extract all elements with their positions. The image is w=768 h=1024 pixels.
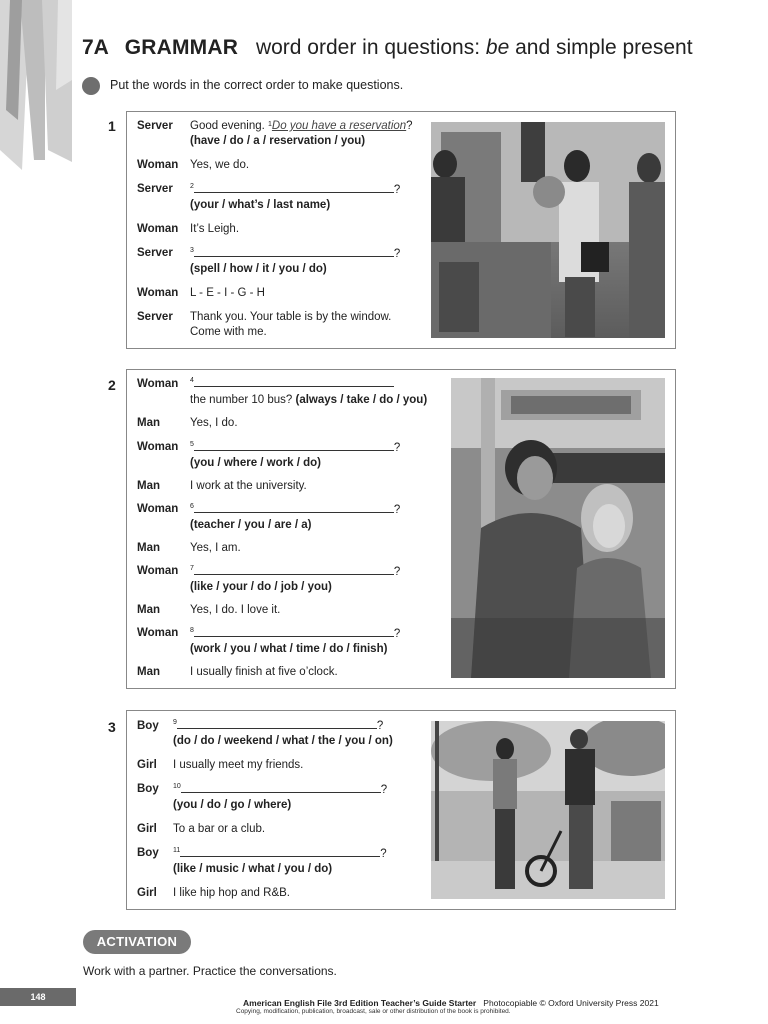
- word-prompt-text: (work / you / what / time / do / finish): [190, 643, 388, 655]
- question-number: 1: [268, 121, 272, 128]
- question-number: 7: [190, 565, 194, 572]
- speaker-label: Girl: [137, 759, 157, 771]
- word-prompt-text: (like / music / what / you / do): [173, 863, 333, 875]
- restaurant-photo: [431, 122, 665, 338]
- dialogue-text: Good evening.: [190, 120, 265, 132]
- speaker-label: Woman: [137, 565, 179, 577]
- dialogue-text: L - E - I - G - H: [190, 287, 265, 299]
- speaker-label: Woman: [137, 503, 179, 515]
- dialogue-text: I usually finish at five o’clock.: [190, 666, 338, 678]
- answer-blank[interactable]: [194, 625, 394, 637]
- word-prompt: [190, 198, 330, 213]
- answer-line: [190, 245, 400, 262]
- word-prompt: [173, 862, 332, 877]
- answer-line: [173, 717, 383, 734]
- footer-notice: Copying, modification, publication, broadcast, sale or other distribution of the book is prohibited.: [236, 1008, 511, 1015]
- answer-line: [190, 563, 400, 580]
- question-mark: ?: [393, 628, 401, 640]
- answer-blank[interactable]: [194, 245, 394, 257]
- answer-line: [190, 501, 400, 518]
- word-prompt-text: (do / do / weekend / what / the / you / on): [173, 735, 393, 747]
- question-number: 6: [190, 503, 194, 510]
- question-number: 8: [190, 627, 194, 634]
- speaker-label: Server: [137, 183, 173, 195]
- question-mark: ?: [393, 566, 401, 578]
- speaker-label: Boy: [137, 720, 159, 732]
- word-prompt-text: (you / where / work / do): [190, 457, 321, 469]
- speaker-label: Girl: [137, 887, 157, 899]
- word-prompt-text: (have / do / a / reservation / you): [190, 135, 366, 147]
- exercise-number: 1: [108, 118, 116, 134]
- instruction-text: Put the words in the correct order to make questions.: [110, 78, 404, 92]
- question-number: 4: [190, 377, 194, 384]
- activation-text: Work with a partner. Practice the conversations.: [83, 964, 337, 978]
- question-mark: ?: [393, 504, 401, 516]
- subtitle-part: and simple present: [515, 36, 693, 59]
- word-prompt-text: (teacher / you / are / a): [190, 519, 312, 531]
- question-number: 2: [190, 183, 194, 190]
- section-heading: GRAMMAR: [124, 36, 239, 59]
- subtitle-be: be: [485, 36, 510, 59]
- question-number: 3: [190, 247, 194, 254]
- question-mark: ?: [393, 248, 401, 260]
- speaker-label: Man: [137, 666, 160, 678]
- question-mark: ?: [380, 784, 388, 796]
- word-prompt: [190, 642, 387, 657]
- activation-label: ACTIVATION: [83, 930, 191, 954]
- word-prompt: [190, 134, 365, 149]
- dialogue-text: Yes, I am.: [190, 542, 241, 554]
- word-prompt-text: (like / your / do / job / you): [190, 581, 332, 593]
- subtitle-part: word order in questions:: [255, 36, 481, 59]
- dialogue-text: It’s Leigh.: [190, 223, 240, 235]
- decorative-fan-graphic: [0, 0, 80, 170]
- speaker-label: Girl: [137, 823, 157, 835]
- speaker-label: Woman: [137, 441, 179, 453]
- question-number: 5: [190, 441, 194, 448]
- word-prompt-text: (your / what’s / last name): [190, 199, 331, 211]
- dialogue-text: I like hip hop and R&B.: [173, 887, 290, 899]
- example-answer: Do you have a reservation: [271, 120, 407, 132]
- dialogue-text: Yes, I do. I love it.: [190, 604, 281, 616]
- answer-blank[interactable]: [194, 375, 394, 387]
- answer-line: [190, 625, 400, 642]
- speaker-label: Man: [137, 480, 160, 492]
- instruction-bullet-icon: [82, 77, 100, 95]
- question-mark: ?: [406, 120, 413, 132]
- word-prompt: [190, 456, 321, 471]
- title-subtitle: [256, 36, 693, 59]
- section-code: 7A: [82, 36, 109, 59]
- speaker-label: Server: [137, 120, 173, 132]
- dialogue-text: Yes, I do.: [190, 417, 238, 429]
- answer-line: [173, 781, 387, 798]
- speaker-label: Woman: [137, 287, 179, 299]
- question-mark: ?: [380, 848, 387, 860]
- word-prompt: [190, 580, 332, 595]
- word-prompt: [190, 518, 311, 533]
- page-number: 148: [0, 988, 76, 1006]
- answer-line: [190, 181, 400, 198]
- word-prompt-text: (you / do / go / where): [173, 799, 292, 811]
- footer-credit: [243, 998, 659, 1008]
- exercise-number: 3: [108, 719, 116, 735]
- question-mark: ?: [393, 184, 401, 196]
- answer-blank[interactable]: [177, 717, 377, 729]
- answer-line: [190, 375, 394, 392]
- answer-blank[interactable]: [194, 501, 394, 513]
- street-photo: [431, 721, 665, 899]
- copyright-text: Photocopiable © Oxford University Press 2021: [483, 998, 659, 1008]
- dialogue-text: Yes, we do.: [190, 159, 250, 171]
- speaker-label: Boy: [137, 847, 159, 859]
- question-mark: ?: [393, 442, 401, 454]
- dialogue-text: the number 10 bus?: [190, 394, 293, 406]
- question-number: 9: [173, 719, 177, 726]
- question-number: 11: [173, 847, 181, 854]
- dialogue-text: To a bar or a club.: [173, 823, 266, 835]
- answer-blank[interactable]: [180, 845, 380, 857]
- speaker-label: Man: [137, 604, 160, 616]
- word-prompt-text: (always / take / do / you): [295, 394, 428, 406]
- dialogue-text: I usually meet my friends.: [173, 759, 304, 771]
- dialogue-line: [190, 393, 427, 408]
- page-title: [82, 36, 693, 60]
- speaker-label: Woman: [137, 627, 179, 639]
- bus-photo: [451, 378, 665, 678]
- word-prompt-text: (spell / how / it / you / do): [190, 263, 327, 275]
- question-mark: ?: [376, 720, 384, 732]
- answer-blank[interactable]: [194, 181, 394, 193]
- book-title: American English File 3rd Edition Teacher’s Guide Starter: [243, 998, 477, 1008]
- answer-blank[interactable]: [181, 781, 381, 793]
- answer-blank[interactable]: [194, 439, 394, 451]
- word-prompt: [190, 262, 327, 277]
- speaker-label: Woman: [137, 159, 179, 171]
- dialogue-text: Thank you. Your table is by the window.: [190, 311, 392, 323]
- dialogue-text: Come with me.: [190, 326, 267, 338]
- answer-line: [190, 439, 400, 456]
- word-prompt: [173, 798, 291, 813]
- speaker-label: Man: [137, 417, 160, 429]
- dialogue-text: I work at the university.: [190, 480, 307, 492]
- dialogue-line: [190, 119, 413, 134]
- speaker-label: Boy: [137, 783, 159, 795]
- speaker-label: Man: [137, 542, 160, 554]
- speaker-label: Woman: [137, 378, 179, 390]
- speaker-label: Server: [137, 311, 173, 323]
- speaker-label: Server: [137, 247, 173, 259]
- answer-line: [173, 845, 387, 862]
- word-prompt: [173, 734, 393, 749]
- answer-blank[interactable]: [194, 563, 394, 575]
- question-number: 10: [173, 783, 181, 790]
- speaker-label: Woman: [137, 223, 179, 235]
- exercise-number: 2: [108, 377, 116, 393]
